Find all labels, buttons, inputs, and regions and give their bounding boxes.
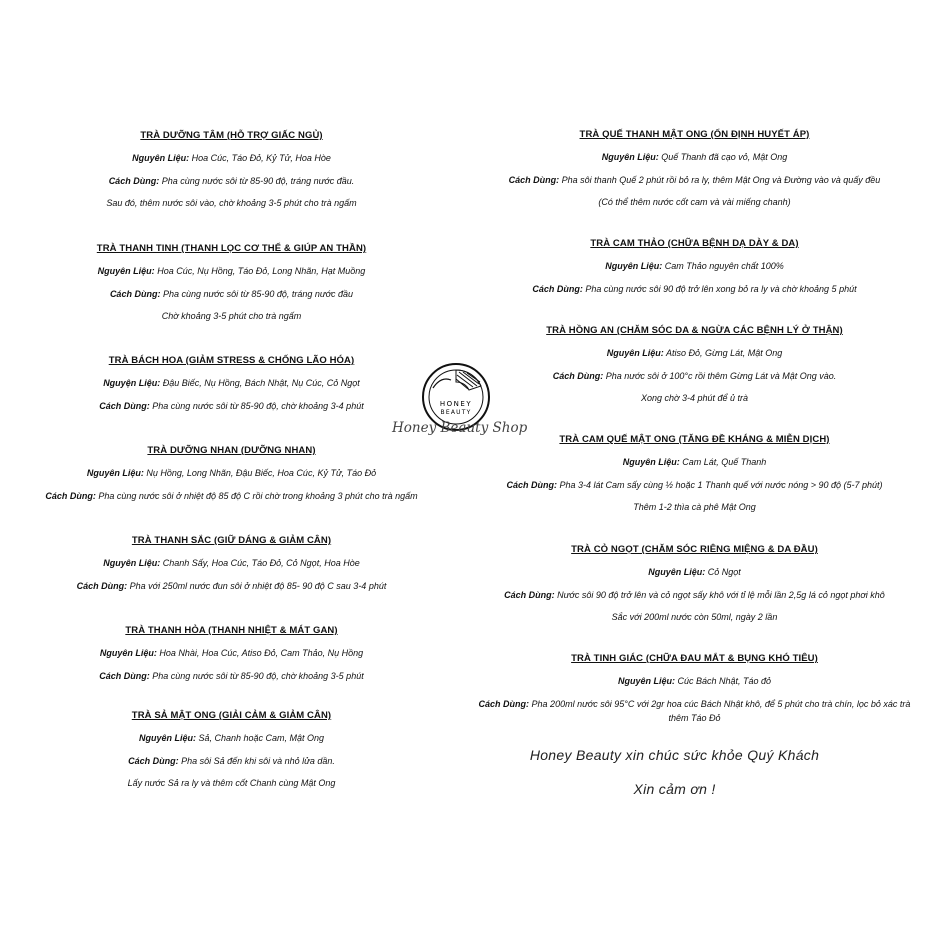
- line-label: Nguyên Liệu:: [605, 261, 663, 271]
- recipe-cam-thao: [463, 233, 926, 300]
- logo-top-text: HONEY: [439, 400, 473, 408]
- line-text: Cúc Bách Nhật, Táo đỏ: [674, 676, 772, 686]
- logo-bottom-text: BEAUTY: [440, 409, 472, 416]
- line-label: Nguyên Liệu:: [103, 558, 161, 568]
- usage-line: [0, 170, 463, 193]
- recipe-title: TRÀ BÁCH HOA (GIẢM STRESS & CHỐNG LÃO HÓA): [108, 355, 355, 366]
- recipe-thanh-hoa: [0, 620, 463, 687]
- usage-line: [463, 697, 926, 711]
- ingredients-line: [0, 462, 463, 485]
- note-line: [463, 191, 926, 214]
- line-label: Cách Dùng:: [552, 370, 604, 381]
- line-text: Cam Lát, Quế Thanh: [679, 457, 767, 467]
- usage-line: [0, 750, 463, 773]
- recipe-duong-tam: [0, 125, 463, 215]
- line-label: Cách Dùng:: [99, 670, 150, 681]
- recipe-thanh-sac: [0, 530, 463, 597]
- line-text: Sắc với 200ml nước còn 50ml, ngày 2 lần: [611, 612, 778, 622]
- recipe-title: TRÀ DƯỠNG NHAN (DƯỠNG NHAN): [147, 445, 316, 456]
- recipe-co-ngot: [463, 539, 926, 629]
- line-label: Cách Dùng:: [508, 174, 560, 185]
- line-text: Hoa Nhài, Hoa Cúc, Atiso Đỏ, Cam Thảo, Nụ Hồng: [156, 648, 364, 658]
- line-text: (Có thể thêm nước cốt cam và vài miếng chanh): [598, 197, 791, 207]
- line-text: Sả, Chanh hoặc Cam, Mật Ong: [195, 733, 325, 743]
- line-text: Quế Thanh đã cạo vỏ, Mật Ong: [658, 152, 788, 162]
- ingredients-line: [0, 372, 463, 395]
- line-text: Pha sôi thanh Quế 2 phút rồi bỏ ra ly, thêm Mật Ong và Đường vào và quấy đều: [559, 174, 881, 185]
- line-text: Pha cùng nước sôi từ 85-90 độ, chờ khoảng 3-4 phút: [149, 400, 364, 411]
- ingredients-line: [0, 552, 463, 575]
- ingredients-line: [463, 342, 926, 365]
- recipe-title: TRÀ CỎ NGỌT (CHĂM SÓC RIÊNG MIỆNG & DA ĐẦU): [571, 544, 818, 555]
- note-line: [463, 711, 926, 725]
- line-text: thêm Táo Đỏ: [668, 712, 721, 723]
- line-label: Nguyện Liệu:: [103, 378, 161, 388]
- line-label: Cách Dùng:: [99, 400, 150, 411]
- line-text: Cỏ Ngọt: [705, 567, 741, 577]
- line-text: Hoa Cúc, Táo Đỏ, Kỷ Tử, Hoa Hòe: [189, 153, 331, 163]
- ingredients-line: [463, 146, 926, 169]
- line-text: Lấy nước Sả ra ly và thêm cốt Chanh cùng Mật Ong: [127, 778, 336, 788]
- line-label: Nguyên Liệu:: [648, 567, 706, 577]
- line-text: Pha cùng nước sôi từ 85-90 độ, tráng nước đầu: [160, 288, 354, 299]
- usage-line: [463, 278, 926, 301]
- note-line: [463, 606, 926, 629]
- recipe-que-thanh-mat-ong: [463, 124, 926, 214]
- line-text: Xong chờ 3-4 phút để ủ trà: [640, 393, 748, 403]
- ingredients-line: [0, 260, 463, 283]
- shop-watermark: Honey Beauty Shop: [392, 420, 528, 436]
- line-label: Nguyên Liệu:: [97, 266, 155, 276]
- line-text: Pha cùng nước sôi ở nhiệt độ 85 độ C rồi chờ trong khoảng 3 phút cho trà ngấm: [95, 490, 418, 501]
- recipe-duong-nhan: [0, 440, 463, 507]
- line-label: Cách Dùng:: [45, 490, 96, 501]
- recipe-hong-an: [463, 320, 926, 410]
- ingredients-line: [0, 727, 463, 750]
- line-label: Cách Dùng:: [76, 580, 128, 591]
- line-label: Nguyên Liệu:: [622, 457, 680, 467]
- usage-line: [463, 474, 926, 497]
- line-text: Cam Thảo nguyên chất 100%: [662, 261, 784, 271]
- ingredients-line: [463, 255, 926, 278]
- recipe-title: TRÀ SẢ MẬT ONG (GIẢI CẢM & GIẢM CÂN): [131, 710, 332, 721]
- line-text: Chanh Sấy, Hoa Cúc, Táo Đỏ, Cỏ Ngọt, Hoa Hòe: [160, 558, 360, 568]
- usage-line: [463, 169, 926, 192]
- closing-greeting: Honey Beauty xin chúc sức khỏe Quý Khách: [529, 747, 820, 763]
- line-label: Nguyên Liệu:: [86, 468, 144, 478]
- line-label: Cách Dùng:: [108, 175, 160, 186]
- usage-line: [0, 283, 463, 306]
- line-text: Atiso Đỏ, Gừng Lát, Mật Ong: [663, 348, 783, 358]
- line-label: Nguyên Liệu:: [601, 152, 659, 162]
- note-line: [0, 772, 463, 795]
- usage-line: [463, 365, 926, 388]
- recipe-cam-que-mat-ong: [463, 429, 926, 519]
- line-label: Nguyên Liệu:: [606, 348, 664, 358]
- recipe-title: TRÀ THANH TINH (THANH LỌC CƠ THỂ & GIÚP AN THẦN): [96, 243, 367, 254]
- usage-line: [0, 575, 463, 598]
- line-text: Đậu Biếc, Nụ Hồng, Bách Nhật, Nụ Cúc, Cỏ Ngọt: [160, 378, 360, 388]
- line-text: Nụ Hồng, Long Nhãn, Đậu Biếc, Hoa Cúc, Kỷ Tử, Táo Đỏ: [143, 468, 377, 478]
- recipe-title: TRÀ TINH GIÁC (CHỮA ĐAU MẮT & BỤNG KHÓ TIÊU): [571, 653, 818, 664]
- recipe-title: TRÀ THANH SẮC (GIỮ DÁNG & GIẢM CÂN): [131, 535, 332, 546]
- line-label: Cách Dùng:: [532, 283, 583, 294]
- line-label: Cách Dùng:: [506, 479, 557, 490]
- usage-line: [0, 485, 463, 508]
- recipe-title: TRÀ QUẾ THANH MẬT ONG (ỔN ĐỊNH HUYẾT ÁP): [579, 129, 810, 140]
- line-label: Nguyên Liệu:: [99, 648, 157, 658]
- ingredients-line: [0, 642, 463, 665]
- line-label: Cách Dùng:: [109, 288, 161, 299]
- recipe-thanh-tinh: [0, 238, 463, 328]
- note-line: [463, 496, 926, 519]
- line-text: Pha 3-4 lát Cam sấy cùng ½ hoặc 1 Thanh quế với nước nóng > 90 độ (5-7 phút): [556, 479, 883, 490]
- ingredients-line: [463, 561, 926, 584]
- line-text: Chờ khoảng 3-5 phút cho trà ngấm: [161, 311, 302, 321]
- line-text: Hoa Cúc, Nụ Hồng, Táo Đỏ, Long Nhãn, Hạt Muồng: [154, 266, 366, 276]
- recipe-title: TRÀ CAM QUẾ MẬT ONG (TĂNG ĐỀ KHÁNG & MIỄN DỊCH): [559, 434, 830, 445]
- recipe-sa-mat-ong: [0, 705, 463, 795]
- recipe-title: TRÀ HỒNG AN (CHĂM SÓC DA & NGỪA CÁC BỆNH LÝ Ở THẬN): [546, 325, 843, 336]
- line-label: Nguyên Liệu:: [138, 733, 196, 743]
- line-text: Pha cùng nước sôi từ 85-90 độ, tráng nước đầu.: [159, 175, 355, 186]
- note-line: [0, 192, 463, 215]
- line-label: Cách Dùng:: [504, 589, 555, 600]
- note-line: [463, 387, 926, 410]
- line-text: Sau đó, thêm nước sôi vào, chờ khoảng 3-5 phút cho trà ngấm: [106, 198, 357, 208]
- note-line: [0, 305, 463, 328]
- line-text: Nước sôi 90 độ trở lên và cỏ ngọt sấy khô với tỉ lệ mỗi lần 2,5g lá cỏ ngọt phơi khô: [554, 589, 885, 600]
- line-label: Nguyên Liệu:: [132, 153, 190, 163]
- recipe-title: TRÀ THANH HỎA (THANH NHIỆT & MÁT GAN): [125, 625, 338, 636]
- line-text: Pha cùng nước sôi từ 85-90 độ, chờ khoảng 3-5 phút: [149, 670, 364, 681]
- line-text: Pha nước sôi ở 100°c rồi thêm Gừng Lát và Mật Ong vào.: [603, 370, 837, 381]
- closing-thanks: Xin cảm ơn !: [633, 781, 716, 797]
- line-label: Nguyên Liệu:: [617, 676, 675, 686]
- usage-line: [0, 395, 463, 418]
- recipe-bach-hoa: [0, 350, 463, 417]
- line-text: Thêm 1-2 thìa cà phê Mật Ong: [633, 502, 756, 512]
- recipe-tinh-giac: [463, 648, 926, 725]
- recipe-title: TRÀ CAM THẢO (CHỮA BỆNH DẠ DÀY & DA): [590, 238, 799, 249]
- line-text: Pha sôi Sả đến khi sôi và nhỏ lửa dần.: [178, 755, 335, 766]
- line-label: Cách Dùng:: [478, 698, 530, 709]
- ingredients-line: [0, 147, 463, 170]
- line-text: Pha cùng nước sôi 90 độ trở lên xong bỏ ra ly và chờ khoảng 5 phút: [582, 283, 857, 294]
- ingredients-line: [463, 451, 926, 474]
- usage-line: [463, 584, 926, 607]
- line-text: Pha 200ml nước sôi 95°C với 2gr hoa cúc Bách Nhật khô, để 5 phút cho trà chín, lọc bỏ xác trà: [529, 698, 911, 709]
- usage-line: [0, 665, 463, 688]
- recipe-title: TRÀ DƯỠNG TÂM (HỖ TRỢ GIẤC NGỦ): [140, 130, 323, 141]
- line-label: Cách Dùng:: [128, 755, 179, 766]
- line-text: Pha với 250ml nước đun sôi ở nhiệt độ 85- 90 độ C sau 3-4 phút: [127, 580, 387, 591]
- ingredients-line: [463, 670, 926, 693]
